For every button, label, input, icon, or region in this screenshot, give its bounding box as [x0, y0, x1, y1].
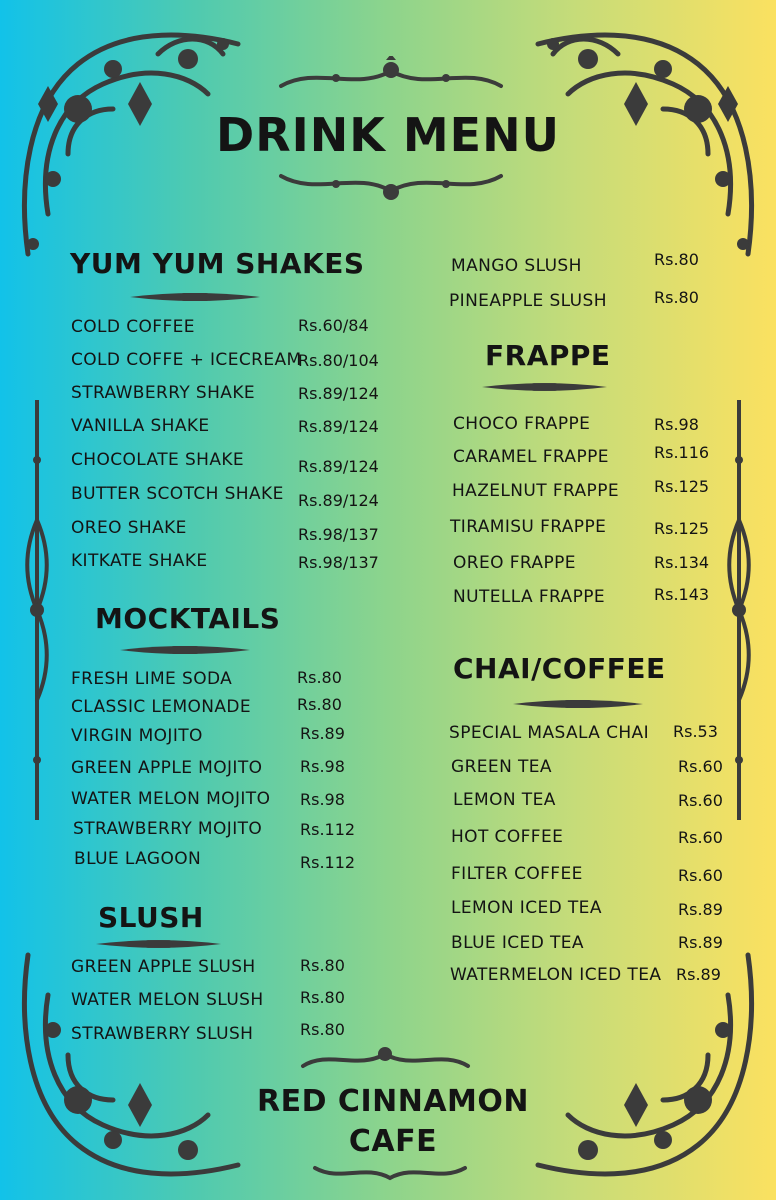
menu-item-name: VANILLA SHAKE [71, 416, 210, 436]
menu-item-price: Rs.60/84 [298, 316, 369, 335]
menu-item-price: Rs.60 [678, 828, 723, 847]
menu-item-name: FRESH LIME SODA [71, 669, 233, 689]
menu-item-price: Rs.98/137 [298, 525, 379, 544]
menu-item-name: GREEN APPLE MOJITO [71, 758, 263, 778]
menu-item-price: Rs.89/124 [298, 457, 379, 476]
side-ornament-right-icon [726, 400, 752, 820]
menu-item-price: Rs.89/124 [298, 417, 379, 436]
menu-item-price: Rs.98 [654, 415, 699, 434]
menu-item-name: VIRGIN MOJITO [71, 726, 203, 746]
menu-item-price: Rs.80 [300, 988, 345, 1007]
footer-flourish-bottom-icon [310, 1160, 470, 1186]
menu-item-name: COLD COFFEE [71, 317, 195, 337]
menu-item-price: Rs.125 [654, 477, 710, 496]
menu-item-price: Rs.89 [678, 900, 723, 919]
menu-item-price: Rs.98 [300, 790, 345, 809]
menu-item-name: PINEAPPLE SLUSH [449, 291, 607, 311]
menu-item-price: Rs.80 [300, 956, 345, 975]
menu-item-price: Rs.89/124 [298, 491, 379, 510]
menu-item-price: Rs.53 [673, 722, 718, 741]
menu-item-name: HAZELNUT FRAPPE [452, 481, 619, 501]
footer-flourish-icon [298, 1042, 473, 1076]
menu-item-name: WATERMELON ICED TEA [450, 965, 662, 985]
menu-item-name: STRAWBERRY SLUSH [71, 1024, 254, 1044]
section-title-frappe: FRAPPE [485, 339, 611, 372]
side-ornament-left-icon [24, 400, 50, 820]
menu-item-name: BLUE LAGOON [74, 849, 202, 869]
menu-item-price: Rs.98/137 [298, 553, 379, 572]
menu-item-price: Rs.60 [678, 791, 723, 810]
section-title-chai-coffee: CHAI/COFFEE [453, 652, 666, 685]
menu-item-price: Rs.112 [300, 853, 356, 872]
menu-item-price: Rs.134 [654, 553, 710, 572]
section-title-shakes: YUM YUM SHAKES [70, 247, 365, 280]
menu-item-name: WATER MELON SLUSH [71, 990, 264, 1010]
menu-item-name: TIRAMISU FRAPPE [450, 517, 607, 537]
section-divider-icon [482, 381, 607, 393]
menu-item-name: WATER MELON MOJITO [71, 789, 271, 809]
menu-item-price: Rs.80 [654, 288, 699, 307]
menu-item-name: BUTTER SCOTCH SHAKE [71, 484, 284, 504]
title-flourish-top-icon [276, 56, 506, 98]
menu-item-name: MANGO SLUSH [451, 256, 582, 276]
menu-item-name: NUTELLA FRAPPE [453, 587, 606, 607]
section-title-mocktails: MOCKTAILS [95, 602, 281, 635]
menu-item-name: STRAWBERRY SHAKE [71, 383, 256, 403]
menu-item-price: Rs.112 [300, 820, 356, 839]
menu-item-price: Rs.89 [300, 724, 345, 743]
menu-item-name: GREEN APPLE SLUSH [71, 957, 256, 977]
menu-item-name: OREO SHAKE [71, 518, 187, 538]
menu-item-name: CHOCO FRAPPE [453, 414, 591, 434]
menu-item-name: CLASSIC LEMONADE [71, 697, 252, 717]
menu-item-name: LEMON ICED TEA [451, 898, 602, 918]
menu-item-price: Rs.89 [676, 965, 721, 984]
section-divider-icon [96, 938, 221, 950]
section-divider-icon [508, 698, 648, 710]
menu-item-name: CARAMEL FRAPPE [453, 447, 609, 467]
menu-item-price: Rs.143 [654, 585, 710, 604]
menu-item-price: Rs.116 [654, 443, 710, 462]
menu-item-price: Rs.80 [300, 1020, 345, 1039]
menu-item-price: Rs.80 [297, 668, 342, 687]
cafe-name-line1: RED CINNAMON [256, 1084, 529, 1119]
menu-item-price: Rs.80/104 [298, 351, 379, 370]
menu-item-name: GREEN TEA [451, 757, 552, 777]
menu-item-price: Rs.60 [678, 866, 723, 885]
section-title-slush: SLUSH [98, 901, 204, 934]
menu-item-price: Rs.60 [678, 757, 723, 776]
menu-item-price: Rs.80 [654, 250, 699, 269]
menu-item-name: CHOCOLATE SHAKE [71, 450, 245, 470]
menu-item-name: FILTER COFFEE [451, 864, 583, 884]
menu-item-name: BLUE ICED TEA [451, 933, 584, 953]
menu-item-name: HOT COFFEE [451, 827, 564, 847]
menu-item-price: Rs.125 [654, 519, 710, 538]
menu-item-name: STRAWBERRY MOJITO [73, 819, 263, 839]
menu-item-name: OREO FRAPPE [453, 553, 576, 573]
menu-item-name: LEMON TEA [453, 790, 556, 810]
menu-item-name: COLD COFFE + ICECREAM [71, 350, 302, 370]
menu-title: DRINK MENU [216, 108, 560, 162]
menu-item-price: Rs.89 [678, 933, 723, 952]
title-flourish-bottom-icon [276, 164, 506, 206]
section-divider-icon [130, 291, 260, 303]
menu-item-price: Rs.80 [297, 695, 342, 714]
section-divider-icon [120, 644, 250, 656]
cafe-name-line2: CAFE [348, 1124, 438, 1159]
menu-item-price: Rs.89/124 [298, 384, 379, 403]
menu-item-name: KITKATE SHAKE [71, 551, 208, 571]
cafe-name [0, 1082, 776, 1162]
menu-item-price: Rs.98 [300, 757, 345, 776]
menu-item-name: SPECIAL MASALA CHAI [449, 723, 649, 743]
